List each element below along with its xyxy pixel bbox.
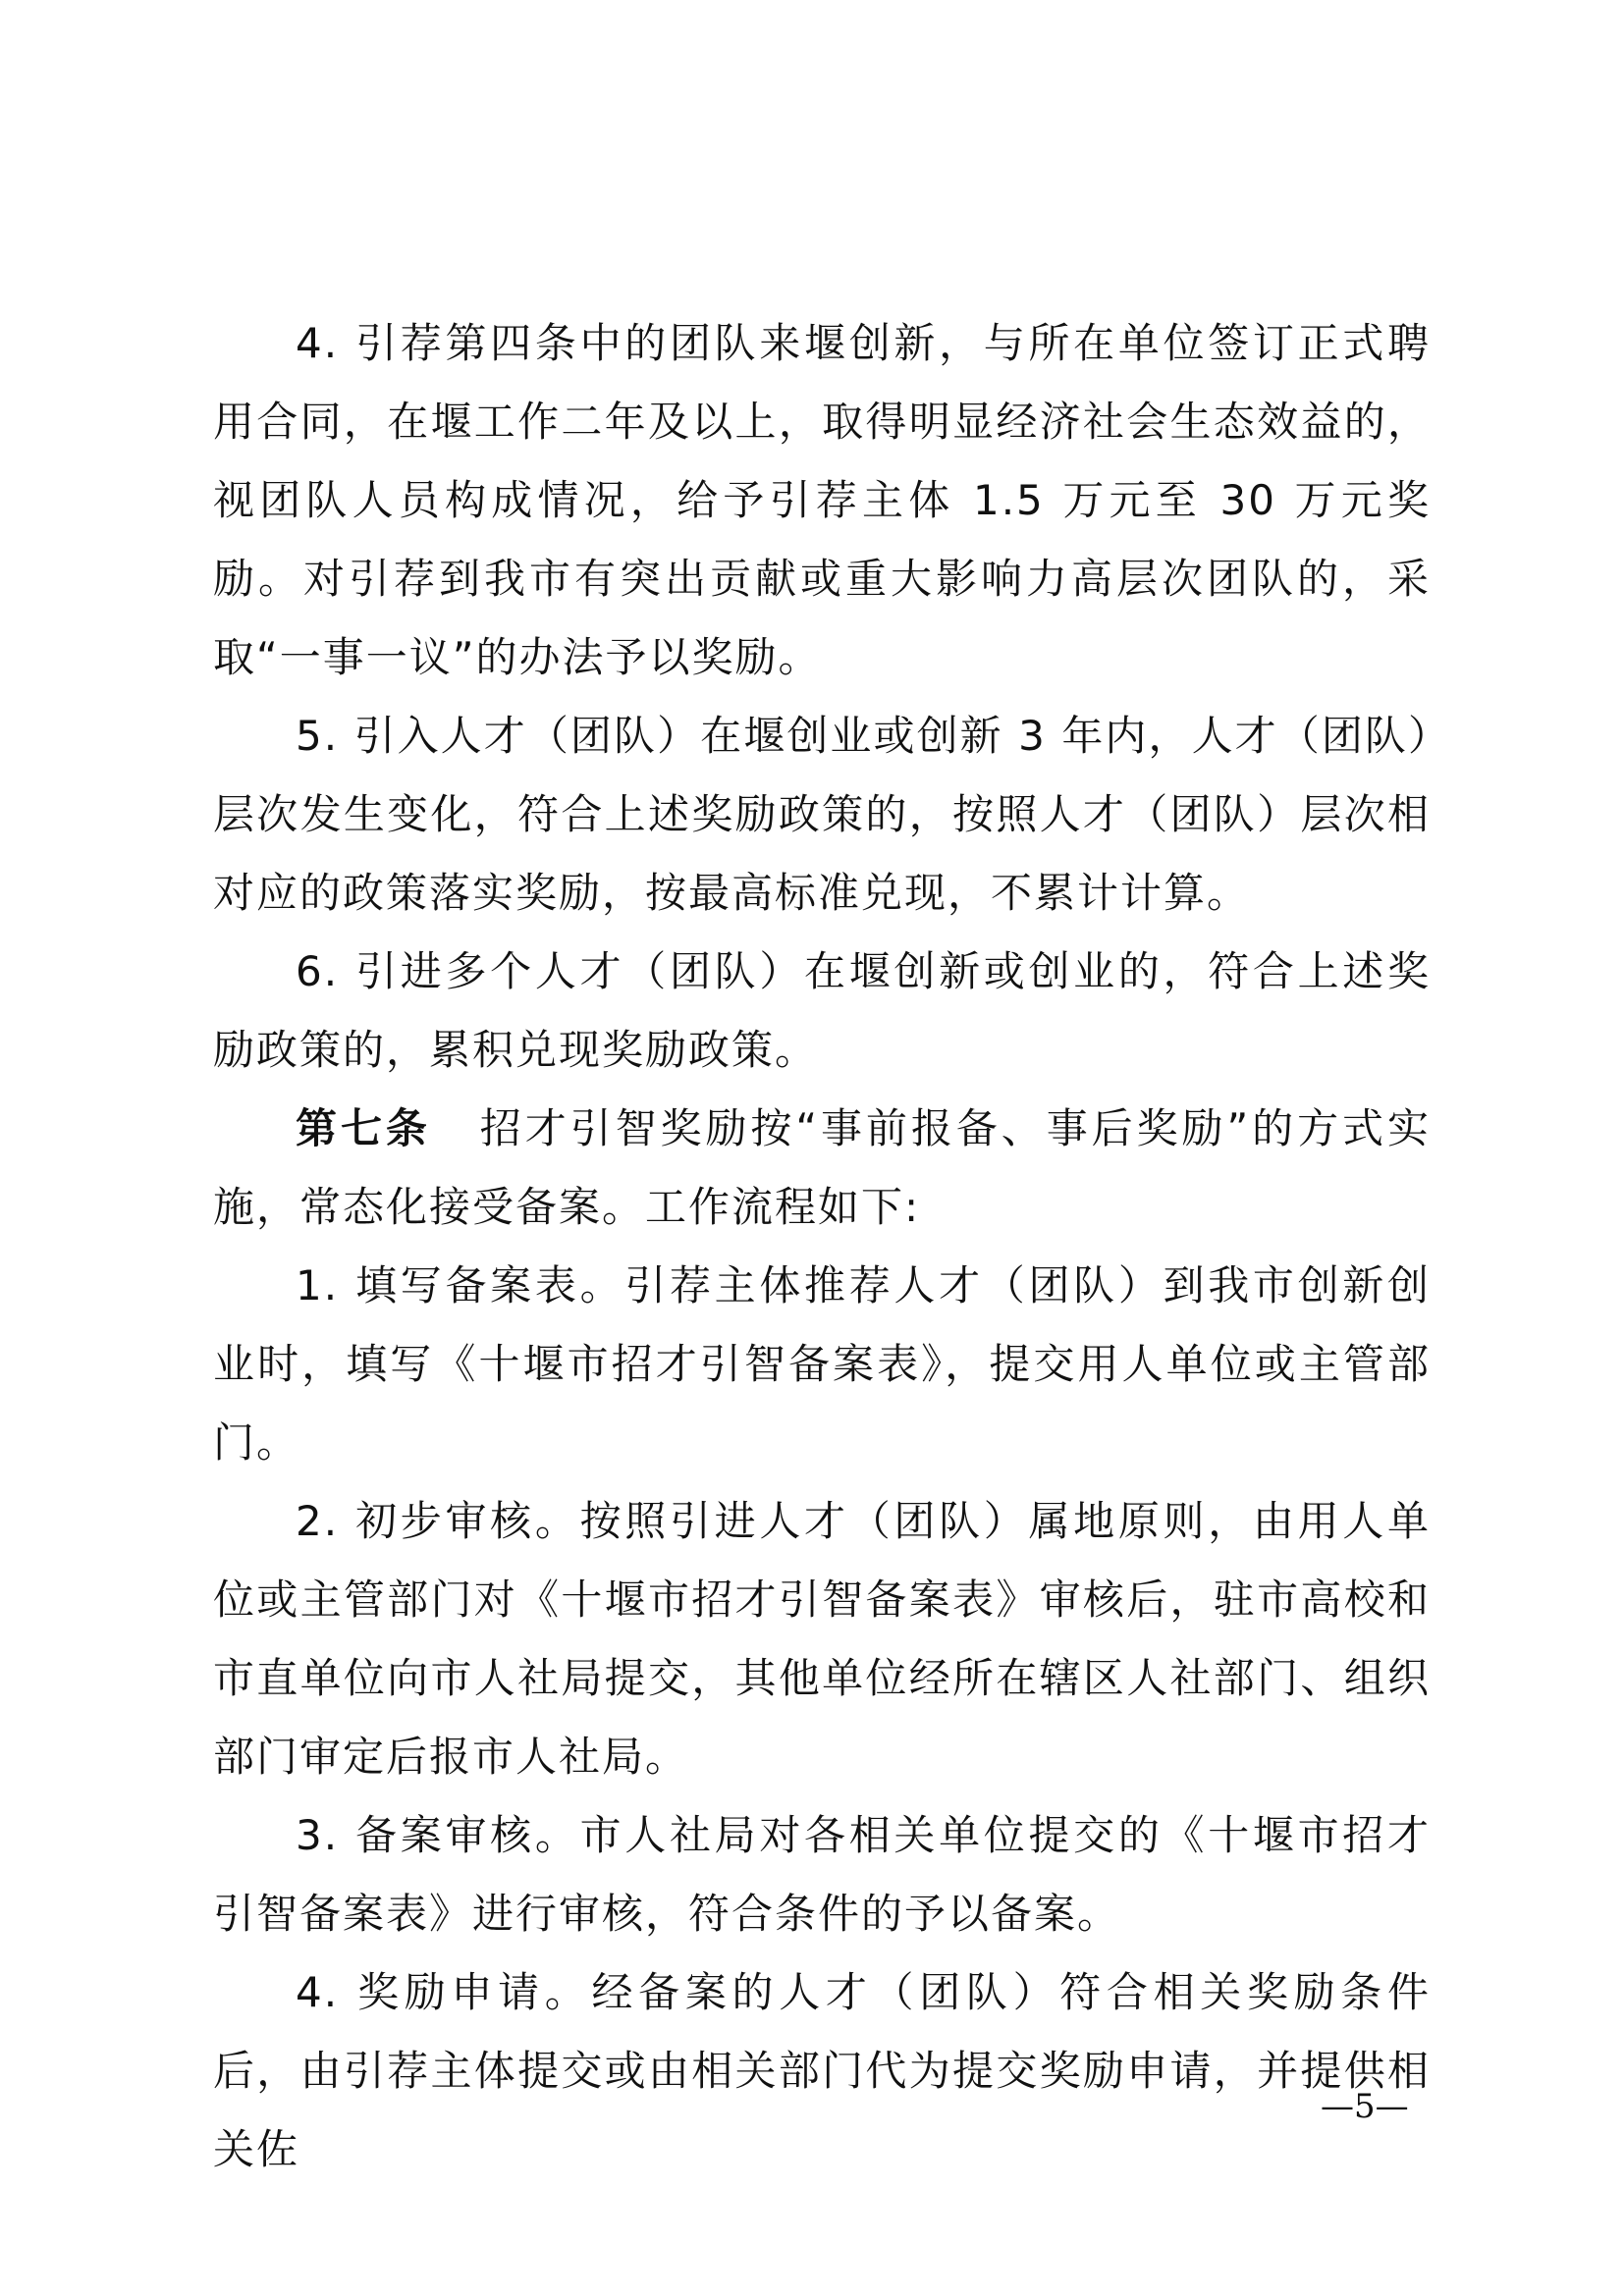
paragraph-item-4: 4. 引荐第四条中的团队来堰创新，与所在单位签订正式聘用合同，在堰工作二年及以上，取得明显经济社会生态效益的，视团队人员构成情况，给予引荐主体 1.5 万元至 30 万元奖励。对引荐到我市有突出贡献或重大影响力高层次团队的，采取“一事一议”的办法予以奖励。 xyxy=(213,319,1431,681)
workflow-step-3: 3. 备案审核。市人社局对各相关单位提交的《十堰市招才引智备案表》进行审核，符合条件的予以备案。 xyxy=(213,1811,1431,1938)
paragraph-item-6: 6. 引进多个人才（团队）在堰创新或创业的，符合上述奖励政策的，累积兑现奖励政策。 xyxy=(213,947,1431,1074)
paragraph-item-5: 5. 引入人才（团队）在堰创业或创新 3 年内，人才（团队）层次发生变化，符合上述奖励政策的，按照人才（团队）层次相对应的政策落实奖励，按最高标准兑现，不累计计算。 xyxy=(213,712,1431,917)
article-seven-text: 招才引智奖励按“事前报备、事后奖励”的方式实施，常态化接受备案。工作流程如下: xyxy=(213,1104,1431,1231)
article-seven xyxy=(213,1090,1431,1247)
workflow-step-1: 1. 填写备案表。引荐主体推荐人才（团队）到我市创新创业时，填写《十堰市招才引智备案表》，提交用人单位或主管部门。 xyxy=(213,1261,1431,1467)
document-body xyxy=(213,304,1431,2189)
article-seven-heading: 第七条 xyxy=(296,1104,431,1152)
workflow-step-4: 4. 奖励申请。经备案的人才（团队）符合相关奖励条件后，由引荐主体提交或由相关部门代为提交奖励申请，并提供相关佐 xyxy=(213,1968,1431,2173)
workflow-step-2: 2. 初步审核。按照引进人才（团队）属地原则，由用人单位或主管部门对《十堰市招才引智备案表》审核后，驻市高校和市直单位向市人社局提交，其他单位经所在辖区人社部门、组织部门审定后报市人社局。 xyxy=(213,1497,1431,1781)
page-number: —5— xyxy=(1321,2087,1409,2126)
